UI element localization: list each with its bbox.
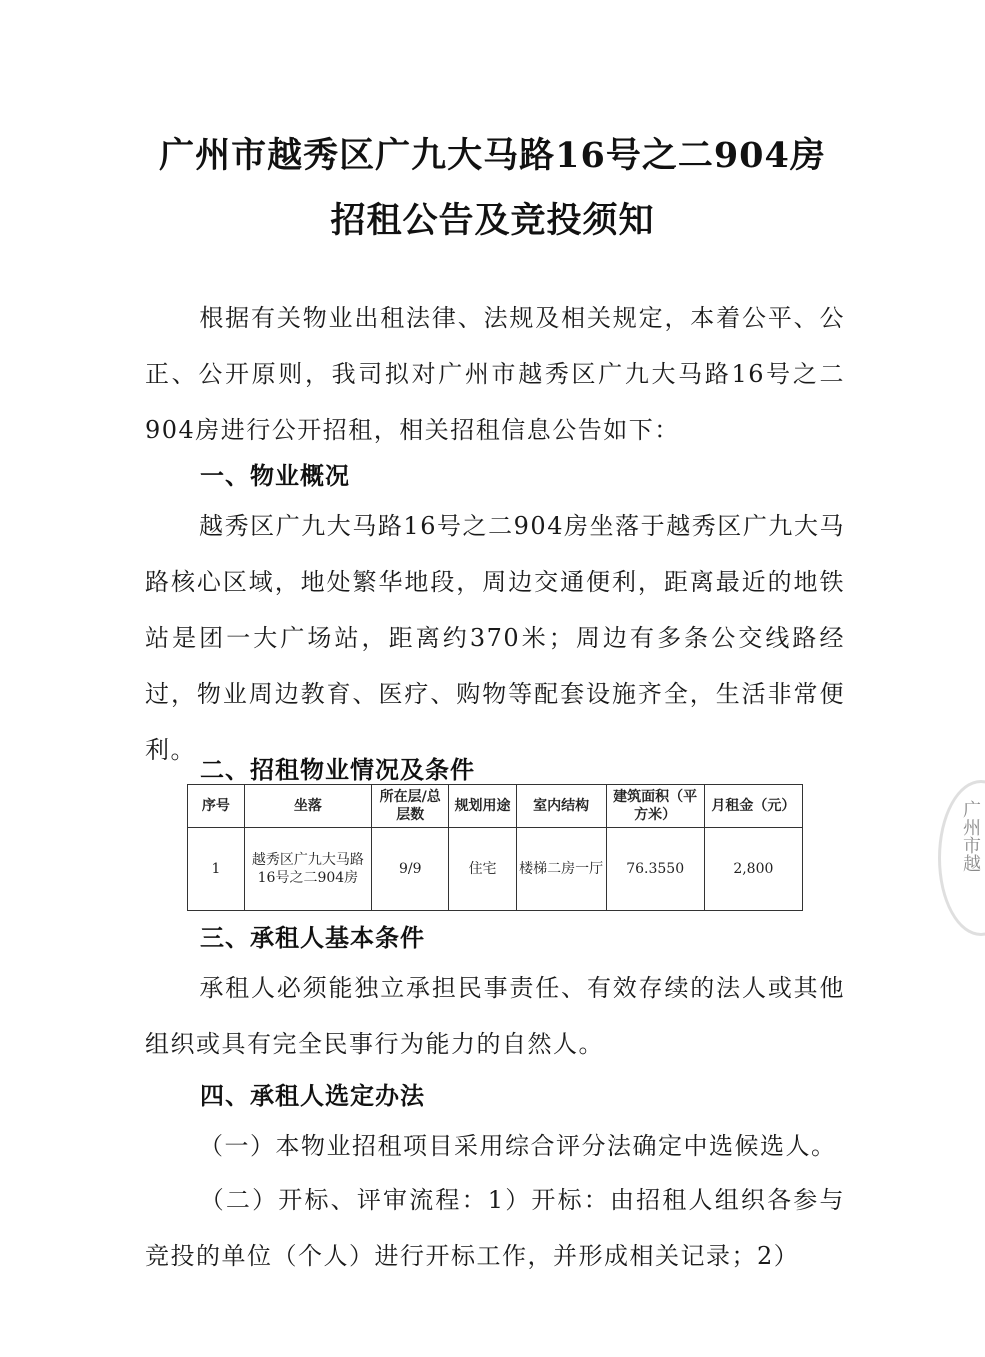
table-cell: 1 — [188, 828, 245, 911]
table-header-cell: 室内结构 — [516, 785, 606, 828]
table-header-cell: 坐落 — [244, 785, 371, 828]
table-header-row — [188, 785, 803, 828]
section1-paragraph — [145, 498, 845, 778]
intro-text: 根据有关物业出租法律、法规及相关规定，本着公平、公正、公开原则，我司拟对广州市越秀区广九大马路16号之二904房进行公开招租，相关招租信息公告如下： — [145, 304, 845, 444]
section3-paragraph — [145, 960, 845, 1072]
section4-heading: 四、承租人选定办法 — [200, 1082, 425, 1110]
table-cell: 76.3550 — [606, 828, 704, 911]
table-row — [188, 828, 803, 911]
table-header-cell: 月租金（元） — [704, 785, 802, 828]
property-table — [187, 784, 803, 911]
table-cell: 楼梯二房一厅 — [516, 828, 606, 911]
table-header-cell: 所在层/总层数 — [371, 785, 449, 828]
table-header-cell: 序号 — [188, 785, 245, 828]
section1-heading: 一、物业概况 — [200, 462, 350, 490]
section4-item1-paragraph — [145, 1118, 865, 1174]
section2-heading: 二、招租物业情况及条件 — [200, 756, 475, 784]
table-cell: 越秀区广九大马路16号之二904房 — [244, 828, 371, 911]
table-header-cell: 建筑面积（平方米） — [606, 785, 704, 828]
table-cell: 9/9 — [371, 828, 449, 911]
seal-text: 广州市越 — [960, 800, 981, 872]
document-title-line1: 广州市越秀区广九大马路16号之二904房 — [159, 135, 826, 176]
intro-paragraph — [145, 290, 845, 458]
table-cell: 2,800 — [704, 828, 802, 911]
document-title-line2: 招租公告及竞投须知 — [330, 200, 655, 241]
section3-text: 承租人必须能独立承担民事责任、有效存续的法人或其他组织或具有完全民事行为能力的自然人。 — [145, 974, 845, 1058]
section4-item2-text: （二）开标、评审流程：1）开标：由招租人组织各参与竞投的单位（个人）进行开标工作，并形成相关记录；2） — [145, 1186, 845, 1270]
section3-heading: 三、承租人基本条件 — [200, 924, 425, 952]
table-cell: 住宅 — [449, 828, 516, 911]
section4-item2-paragraph — [145, 1172, 845, 1284]
section1-text: 越秀区广九大马路16号之二904房坐落于越秀区广九大马路核心区域，地处繁华地段，周边交通便利，距离最近的地铁站是团一大广场站，距离约370米；周边有多条公交线路经过，物业周边教育、医疗、购物等配套设施齐全，生活非常便利。 — [145, 512, 845, 764]
section4-item1-text: （一）本物业招租项目采用综合评分法确定中选候选人。 — [199, 1132, 837, 1160]
table-header-cell: 规划用途 — [449, 785, 516, 828]
